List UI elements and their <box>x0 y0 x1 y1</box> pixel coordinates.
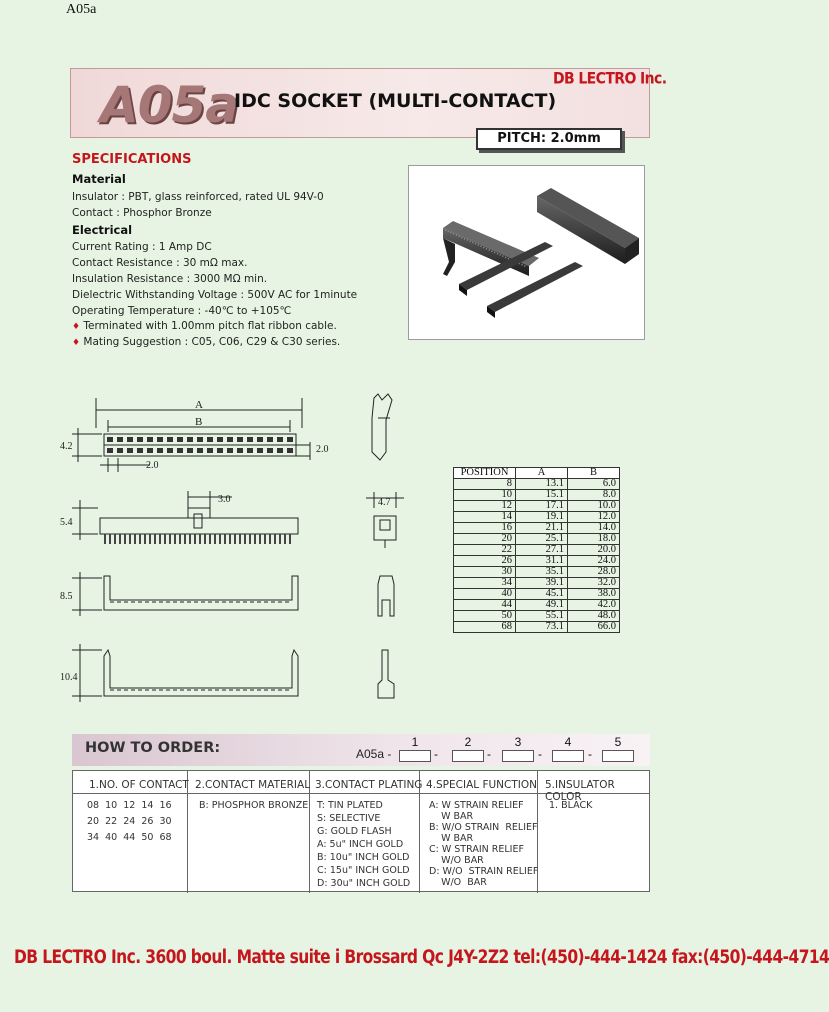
contact-slot <box>277 437 283 442</box>
table-row <box>454 600 620 611</box>
table-cell: 17.1 <box>516 501 568 512</box>
note-text: Terminated with 1.00mm pitch flat ribbon cable. <box>83 320 337 332</box>
brand-name: DB LECTRO Inc. <box>553 69 667 89</box>
table-cell: 8.0 <box>568 490 620 501</box>
spec-current-rating: Current Rating : 1 Amp DC <box>72 241 212 253</box>
table-cell: 15.1 <box>516 490 568 501</box>
contact-slot <box>257 437 263 442</box>
order-col-plating-header: 3.CONTACT PLATING <box>315 779 423 791</box>
contact-slot <box>247 448 253 453</box>
spec-insulation-resistance: Insulation Resistance : 3000 MΩ min. <box>72 273 268 285</box>
order-code-prefix: A05a - <box>356 747 392 761</box>
contact-pin <box>269 534 271 544</box>
contact-slot <box>227 437 233 442</box>
table-row <box>454 523 620 534</box>
contact-pin <box>119 534 121 544</box>
function-option: B: W/O STRAIN RELIEF <box>429 822 538 833</box>
plating-option: B: 10u" INCH GOLD <box>317 852 410 863</box>
pitch-badge: PITCH: 2.0mm <box>476 128 622 150</box>
contact-slot <box>107 448 113 453</box>
contact-pin <box>174 534 176 544</box>
contact-pin <box>144 534 146 544</box>
contact-pin <box>224 534 226 544</box>
contact-pin <box>124 534 126 544</box>
contact-slot <box>157 437 163 442</box>
table-cell: 8 <box>454 479 516 490</box>
table-cell: 14.0 <box>568 523 620 534</box>
dim-a-label: A <box>195 399 203 411</box>
table-cell: 30 <box>454 567 516 578</box>
note-mating <box>72 335 340 350</box>
table-row <box>454 567 620 578</box>
table-cell: 38.0 <box>568 589 620 600</box>
contact-slot <box>207 437 213 442</box>
contact-count-row: 34 40 44 50 68 <box>87 832 172 843</box>
table-cell: 16 <box>454 523 516 534</box>
order-box-number: 3 <box>514 735 522 749</box>
bullet-icon: ♦ <box>72 338 81 348</box>
table-cell: 40 <box>454 589 516 600</box>
table-cell: 25.1 <box>516 534 568 545</box>
contact-slot <box>237 448 243 453</box>
order-dash: - <box>538 747 542 761</box>
material-heading: Material <box>72 172 126 186</box>
contact-pin <box>159 534 161 544</box>
col-position: POSITION <box>454 468 516 479</box>
contact-pin <box>169 534 171 544</box>
contact-slot <box>247 437 253 442</box>
contact-slot <box>267 437 273 442</box>
table-cell: 22 <box>454 545 516 556</box>
table-cell: 39.1 <box>516 578 568 589</box>
table-cell: 20 <box>454 534 516 545</box>
order-col-contacts-header: 1.NO. OF CONTACT <box>89 779 189 791</box>
dim-8-5-label: 8.5 <box>60 591 73 602</box>
contact-slot <box>117 448 123 453</box>
contact-pin <box>244 534 246 544</box>
product-photo <box>408 165 645 340</box>
contact-pin <box>239 534 241 544</box>
contact-pin <box>194 534 196 544</box>
contact-slot <box>177 437 183 442</box>
table-row <box>454 611 620 622</box>
table-row <box>454 556 620 567</box>
spec-dielectric: Dielectric Withstanding Voltage : 500V AC for 1minute <box>72 289 358 301</box>
spec-insulator: Insulator : PBT, glass reinforced, rated UL 94V-0 <box>72 191 324 203</box>
contact-slot <box>197 448 203 453</box>
contact-pin <box>139 534 141 544</box>
plating-option: S: SELECTIVE <box>317 813 381 824</box>
table-cell: 14 <box>454 512 516 523</box>
order-box-number: 1 <box>411 735 419 749</box>
table-cell: 24.0 <box>568 556 620 567</box>
position-table <box>453 467 620 633</box>
contact-pin <box>209 534 211 544</box>
contact-slot <box>187 448 193 453</box>
table-cell: 12 <box>454 501 516 512</box>
order-box-4[interactable] <box>552 750 584 762</box>
plating-option: T: TIN PLATED <box>317 800 383 811</box>
plating-option: D: 30u" INCH GOLD <box>317 878 411 889</box>
spec-temperature: Operating Temperature : -40℃ to +105℃ <box>72 305 292 317</box>
table-cell: 18.0 <box>568 534 620 545</box>
dim-4-7-label: 4.7 <box>378 497 391 508</box>
order-box-2[interactable] <box>452 750 484 762</box>
document-label: A05a <box>66 2 97 17</box>
table-cell: 27.1 <box>516 545 568 556</box>
table-cell: 10.0 <box>568 501 620 512</box>
contact-slot <box>147 448 153 453</box>
function-option: W/O BAR <box>429 855 484 866</box>
part-number-logo: A05a <box>100 76 239 134</box>
table-cell: 68 <box>454 622 516 633</box>
order-col-color-header: 5.INSULATOR COLOR <box>545 779 615 803</box>
contact-pin <box>179 534 181 544</box>
contact-slot <box>167 448 173 453</box>
dim-5-4-label: 5.4 <box>60 517 73 528</box>
contact-pin <box>249 534 251 544</box>
contact-slot <box>117 437 123 442</box>
contact-pin <box>234 534 236 544</box>
contact-pin <box>274 534 276 544</box>
specifications-heading: SPECIFICATIONS <box>72 152 192 167</box>
order-box-number: 5 <box>614 735 622 749</box>
bullet-icon: ♦ <box>72 322 81 332</box>
col-b: B <box>568 468 620 479</box>
spec-contact: Contact : Phosphor Bronze <box>72 207 212 219</box>
dim-2-0-height-label: 2.0 <box>316 444 329 455</box>
function-option: W/O BAR <box>429 877 487 888</box>
table-row <box>454 534 620 545</box>
table-cell: 19.1 <box>516 512 568 523</box>
contact-slot <box>267 448 273 453</box>
order-box-3[interactable] <box>502 750 534 762</box>
contact-pin <box>199 534 201 544</box>
contact-slot <box>187 437 193 442</box>
contact-slot <box>277 448 283 453</box>
table-cell: 42.0 <box>568 600 620 611</box>
contact-slot <box>177 448 183 453</box>
table-cell: 21.1 <box>516 523 568 534</box>
table-cell: 20.0 <box>568 545 620 556</box>
contact-slot <box>147 437 153 442</box>
note-text: Mating Suggestion : C05, C06, C29 & C30 series. <box>83 336 341 348</box>
contact-slot <box>197 437 203 442</box>
contact-slot <box>237 437 243 442</box>
table-cell: 50 <box>454 611 516 622</box>
contact-slot <box>127 448 133 453</box>
table-cell: 26 <box>454 556 516 567</box>
order-options-grid <box>72 770 650 892</box>
contact-slot <box>137 448 143 453</box>
table-cell: 31.1 <box>516 556 568 567</box>
contact-slot <box>217 448 223 453</box>
function-option: D: W/O STRAIN RELIEF <box>429 866 539 877</box>
contact-pin <box>134 534 136 544</box>
contact-pin <box>189 534 191 544</box>
material-option: B: PHOSPHOR BRONZE <box>199 800 309 811</box>
order-box-number: 2 <box>464 735 472 749</box>
contact-pin <box>154 534 156 544</box>
technical-drawing <box>60 388 420 718</box>
order-dash: - <box>588 747 592 761</box>
contact-pin <box>289 534 291 544</box>
contact-slot <box>107 437 113 442</box>
function-option: W BAR <box>429 811 474 822</box>
contact-pin <box>229 534 231 544</box>
contact-slot <box>127 437 133 442</box>
table-cell: 28.0 <box>568 567 620 578</box>
order-col-material-header: 2.CONTACT MATERIAL <box>195 779 311 791</box>
order-dash: - <box>434 747 438 761</box>
contact-count-row: 08 10 12 14 16 <box>87 800 172 811</box>
table-row <box>454 578 620 589</box>
table-cell: 35.1 <box>516 567 568 578</box>
contact-pin <box>184 534 186 544</box>
table-row <box>454 622 620 633</box>
contact-slot <box>287 437 293 442</box>
contact-pin <box>214 534 216 544</box>
function-option: C: W STRAIN RELIEF <box>429 844 524 855</box>
table-cell: 10 <box>454 490 516 501</box>
table-cell: 73.1 <box>516 622 568 633</box>
dim-3-0-label: 3.0 <box>218 494 231 505</box>
dim-b-label: B <box>195 416 203 428</box>
color-option: 1. BLACK <box>549 800 593 811</box>
table-cell: 44 <box>454 600 516 611</box>
table-row <box>454 589 620 600</box>
table-row <box>454 512 620 523</box>
function-option: W BAR <box>429 833 474 844</box>
contact-slot <box>217 437 223 442</box>
table-cell: 34 <box>454 578 516 589</box>
contact-pin <box>104 534 106 544</box>
order-dash: - <box>487 747 491 761</box>
contact-pin <box>259 534 261 544</box>
order-box-5[interactable] <box>602 750 634 762</box>
function-option: A: W STRAIN RELIEF <box>429 800 524 811</box>
contact-pin <box>149 534 151 544</box>
contact-pin <box>129 534 131 544</box>
contact-slot <box>207 448 213 453</box>
table-cell: 6.0 <box>568 479 620 490</box>
contact-pin <box>284 534 286 544</box>
table-row <box>454 490 620 501</box>
contact-slot <box>157 448 163 453</box>
order-box-1[interactable] <box>399 750 431 762</box>
contact-pin <box>204 534 206 544</box>
table-cell: 13.1 <box>516 479 568 490</box>
table-cell: 45.1 <box>516 589 568 600</box>
product-title: IDC SOCKET (MULTI-CONTACT) <box>234 90 557 112</box>
dim-10-4-label: 10.4 <box>60 672 78 683</box>
spec-contact-resistance: Contact Resistance : 30 mΩ max. <box>72 257 248 269</box>
contact-count-row: 20 22 24 26 30 <box>87 816 172 827</box>
contact-slot <box>227 448 233 453</box>
table-cell: 66.0 <box>568 622 620 633</box>
contact-pin <box>164 534 166 544</box>
company-footer: DB LECTRO Inc. 3600 boul. Matte suite i Brossard Qc J4Y-2Z2 tel:(450)-444-1424 fax:(450)-444-4714 <box>14 946 829 968</box>
contact-pin <box>109 534 111 544</box>
col-a: A <box>516 468 568 479</box>
plating-option: A: 5u" INCH GOLD <box>317 839 404 850</box>
table-cell: 12.0 <box>568 512 620 523</box>
table-row <box>454 545 620 556</box>
contact-pin <box>264 534 266 544</box>
table-row <box>454 479 620 490</box>
note-ribbon-cable <box>72 319 337 334</box>
contact-slot <box>257 448 263 453</box>
table-cell: 55.1 <box>516 611 568 622</box>
contact-slot <box>287 448 293 453</box>
table-cell: 49.1 <box>516 600 568 611</box>
order-col-function-header: 4.SPECIAL FUNCTION <box>426 779 537 791</box>
table-row <box>454 501 620 512</box>
contact-pin <box>219 534 221 544</box>
table-cell: 32.0 <box>568 578 620 589</box>
plating-option: C: 15u" INCH GOLD <box>317 865 410 876</box>
contact-slot <box>167 437 173 442</box>
plating-option: G: GOLD FLASH <box>317 826 392 837</box>
contact-slot <box>137 437 143 442</box>
electrical-heading: Electrical <box>72 223 133 237</box>
table-cell: 48.0 <box>568 611 620 622</box>
dim-4-2-label: 4.2 <box>60 441 73 452</box>
how-to-order-title: HOW TO ORDER: <box>85 740 221 756</box>
order-box-number: 4 <box>564 735 572 749</box>
contact-pin <box>279 534 281 544</box>
contact-pin <box>114 534 116 544</box>
contact-pin <box>254 534 256 544</box>
dim-pitch-label: 2.0 <box>146 460 159 471</box>
